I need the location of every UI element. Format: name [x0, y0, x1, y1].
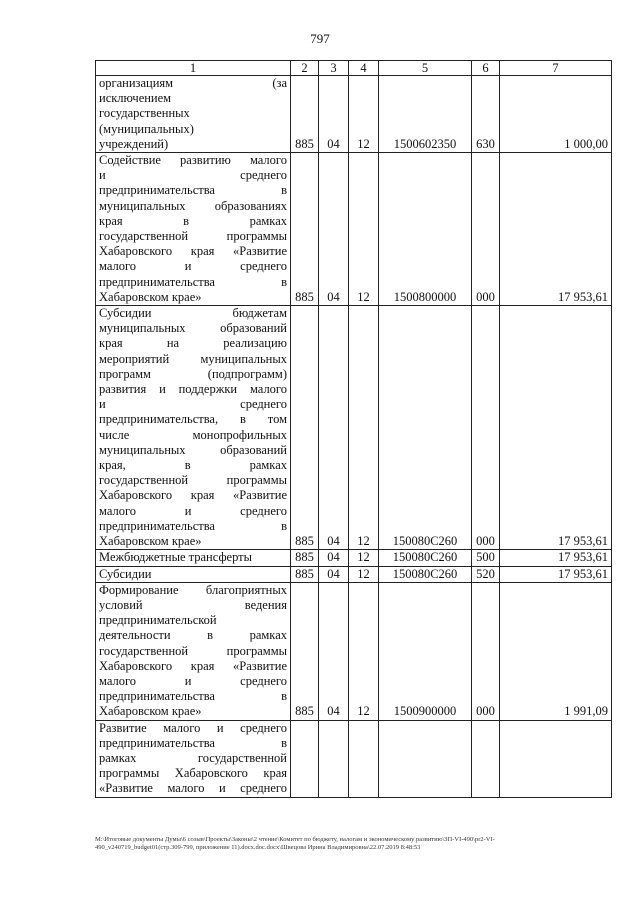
cell-subsection [349, 720, 379, 797]
row-name-cell [96, 550, 291, 566]
row-name-line: Хабаровского края «Развитие [99, 244, 287, 259]
row-name-line: предпринимательства в [99, 274, 287, 289]
cell-target-article: 1500800000 [379, 153, 472, 306]
cell-grbs: 885 [291, 550, 319, 566]
row-name-line: муниципальных образований [99, 442, 287, 457]
row-name-line: Хабаровском крае» [99, 704, 202, 719]
cell-amount: 17 953,61 [500, 550, 612, 566]
row-name-line: числе монопрофильных [99, 427, 287, 442]
row-name-line: Хабаровского края «Развитие [99, 488, 287, 503]
row-name-line: государственной программы [99, 643, 287, 658]
row-name-line: рамках государственной [99, 750, 287, 765]
row-name-line: малого и среднего [99, 503, 287, 518]
cell-amount [500, 720, 612, 797]
cell-target-article [379, 720, 472, 797]
row-name-cell [96, 582, 291, 720]
row-name-cell [96, 566, 291, 582]
row-name-line: исключением [99, 91, 172, 106]
row-name-line: края, в рамках [99, 458, 287, 473]
row-name-line: предпринимательства в [99, 735, 287, 750]
cell-grbs [291, 720, 319, 797]
document-path-footer [95, 836, 611, 852]
row-name-cell [96, 720, 291, 797]
row-name-line: Субсидии бюджетам [99, 306, 287, 321]
cell-expense-type: 000 [472, 306, 500, 550]
row-name-line: мероприятий муниципальных [99, 351, 287, 366]
table-row [96, 582, 612, 720]
cell-subsection: 12 [349, 76, 379, 153]
footer-line: 490_v240719_budget01(стр.309-799, приложение 11).docx.doc.docx\Швецова Ирина Владимировна\22.07.2019 8:48:53 [95, 844, 421, 851]
cell-subsection: 12 [349, 153, 379, 306]
cell-amount: 1 000,00 [500, 76, 612, 153]
cell-expense-type: 630 [472, 76, 500, 153]
row-name-cell [96, 76, 291, 153]
table-row [96, 76, 612, 153]
cell-grbs: 885 [291, 566, 319, 582]
row-name-line: условий ведения [99, 597, 287, 612]
row-name-line: предпринимательства в [99, 518, 287, 533]
budget-table [95, 60, 612, 798]
row-name-line: учреждений) [99, 136, 169, 151]
cell-grbs: 885 [291, 306, 319, 550]
cell-section: 04 [319, 550, 349, 566]
cell-target-article: 150080С260 [379, 566, 472, 582]
row-name-line: Межбюджетные трансферты [99, 550, 253, 565]
column-header: 2 [291, 61, 319, 76]
row-name-cell [96, 306, 291, 550]
cell-section: 04 [319, 153, 349, 306]
row-name-line: организациям (за [99, 76, 287, 90]
row-name-line: края на реализацию [99, 336, 287, 351]
cell-amount: 17 953,61 [500, 153, 612, 306]
cell-amount: 1 991,09 [500, 582, 612, 720]
row-name-line: «Развитие малого и среднего [99, 781, 287, 796]
row-name-line: Хабаровском крае» [99, 534, 202, 549]
row-name-line: и среднего [99, 168, 287, 183]
cell-section [319, 720, 349, 797]
cell-section: 04 [319, 76, 349, 153]
row-name-line: государственной программы [99, 473, 287, 488]
column-header: 5 [379, 61, 472, 76]
footer-line: М:\Итоговые документы Думы\6 созыв\Проекты\Законы\2 чтение\Комитет по бюджету, налогам и экономическому развитию\ЗП-VI-490\pr2-VI- [95, 836, 495, 843]
cell-subsection: 12 [349, 550, 379, 566]
row-name-line: предпринимательской [99, 613, 217, 628]
row-name-line: предпринимательства в [99, 183, 287, 198]
row-name-line: развития и поддержки малого [99, 382, 287, 397]
row-name-line: Хабаровского края «Развитие [99, 658, 287, 673]
cell-section: 04 [319, 582, 349, 720]
row-name-cell [96, 153, 291, 306]
cell-expense-type: 520 [472, 566, 500, 582]
cell-grbs: 885 [291, 153, 319, 306]
row-name-line: предпринимательства в [99, 689, 287, 704]
row-name-line: деятельности в рамках [99, 628, 287, 643]
row-name-line: программы Хабаровского края [99, 766, 287, 781]
row-name-line: Субсидии [99, 566, 152, 581]
table-row [96, 153, 612, 306]
row-name-line: муниципальных образованиях [99, 198, 287, 213]
cell-expense-type: 000 [472, 582, 500, 720]
cell-grbs: 885 [291, 76, 319, 153]
cell-subsection: 12 [349, 566, 379, 582]
row-name-line: государственной программы [99, 229, 287, 244]
row-name-line: Развитие малого и среднего [99, 720, 287, 735]
row-name-line: малого и среднего [99, 259, 287, 274]
row-name-line: и среднего [99, 397, 287, 412]
row-name-line: малого и среднего [99, 673, 287, 688]
cell-amount: 17 953,61 [500, 306, 612, 550]
row-name-line: государственных [99, 106, 190, 121]
row-name-line: предпринимательства, в том [99, 412, 287, 427]
column-header: 3 [319, 61, 349, 76]
column-header: 6 [472, 61, 500, 76]
cell-amount: 17 953,61 [500, 566, 612, 582]
row-name-line: Содействие развитию малого [99, 153, 287, 168]
cell-section: 04 [319, 306, 349, 550]
row-name-line: муниципальных образований [99, 321, 287, 336]
cell-expense-type [472, 720, 500, 797]
cell-subsection: 12 [349, 306, 379, 550]
table-row [96, 306, 612, 550]
page-number: 797 [310, 31, 330, 46]
table-row [96, 720, 612, 797]
cell-section: 04 [319, 566, 349, 582]
cell-target-article: 150080С260 [379, 550, 472, 566]
column-header: 7 [500, 61, 612, 76]
row-name-line: края в рамках [99, 213, 287, 228]
row-name-line: (муниципальных) [99, 121, 194, 136]
cell-target-article: 1500602350 [379, 76, 472, 153]
row-name-line: программ (подпрограмм) [99, 366, 287, 381]
table-row [96, 550, 612, 566]
cell-subsection: 12 [349, 582, 379, 720]
cell-target-article: 150080С260 [379, 306, 472, 550]
cell-expense-type: 500 [472, 550, 500, 566]
table-row [96, 566, 612, 582]
cell-expense-type: 000 [472, 153, 500, 306]
table-header-row [96, 61, 612, 76]
column-header: 4 [349, 61, 379, 76]
cell-target-article: 1500900000 [379, 582, 472, 720]
row-name-line: Формирование благоприятных [99, 582, 287, 597]
row-name-line: Хабаровском крае» [99, 289, 202, 304]
column-header: 1 [96, 61, 291, 76]
cell-grbs: 885 [291, 582, 319, 720]
